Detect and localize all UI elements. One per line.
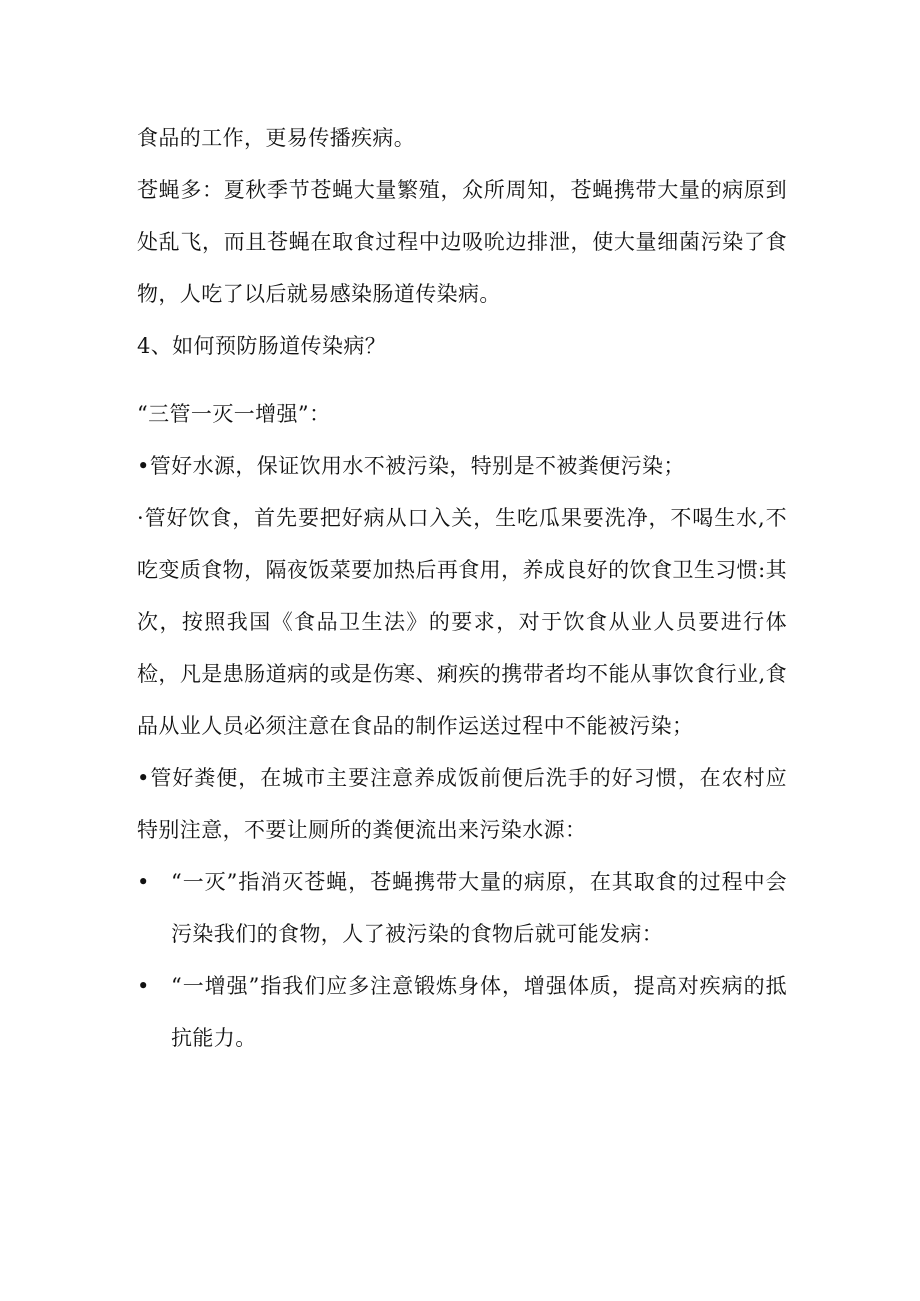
paragraph-flies: 苍蝇多：夏秋季节苍蝇大量繁殖，众所周知，苍蝇携带大量的病原到处乱飞，而且苍蝇在取食过程中边吸吮边排泄，使大量细菌污染了食物，人吃了以后就易感染肠道传染病。 (137, 178, 787, 306)
paragraph-feces: •管好粪便，在城市主要注意养成饭前便后洗手的好习惯，在农村应特别注意，不要让厕所的粪便流出来污染水源： (137, 766, 787, 842)
paragraph-continuation: 食品的工作，更易传播疾病。 (137, 126, 416, 150)
section-heading: 4、如何预防肠道传染病？ (137, 334, 387, 358)
paragraph-slogan: “三管一灭一增强”： (137, 402, 331, 426)
bullet-mark: • (137, 870, 150, 894)
bullet-text: “一增强”指我们应多注意锻炼身体，增强体质，提高对疾病的抵抗能力。 (171, 974, 787, 1050)
list-item-strengthen (137, 960, 787, 1064)
body-text (137, 112, 787, 1064)
bullet-text: “一灭”指消灭苍蝇，苍蝇携带大量的病原，在其取食的过程中会污染我们的食物，人了被污染的食物后就可能发病： (171, 870, 787, 946)
paragraph-water: •管好水源，保证饮用水不被污染，特别是不被粪便污染； (137, 454, 685, 478)
paragraph-diet: ·管好饮食，首先要把好病从口入关，生吃瓜果要洗净，不喝生水,不吃变质食物，隔夜饭菜要加热后再食用，养成良好的饮食卫生习惯:其次，按照我国《食品卫生法》的要求，对于饮食从业人员要进行体检，凡是患肠道病的或是伤寒、痢疾的携带者均不能从事饮食行业,食品从业人员必须注意在食品的制作运送过程中不能被污染； (137, 506, 787, 738)
bullet-mark: • (137, 974, 150, 998)
spacer (137, 372, 787, 388)
list-item-eliminate-flies (137, 856, 787, 960)
